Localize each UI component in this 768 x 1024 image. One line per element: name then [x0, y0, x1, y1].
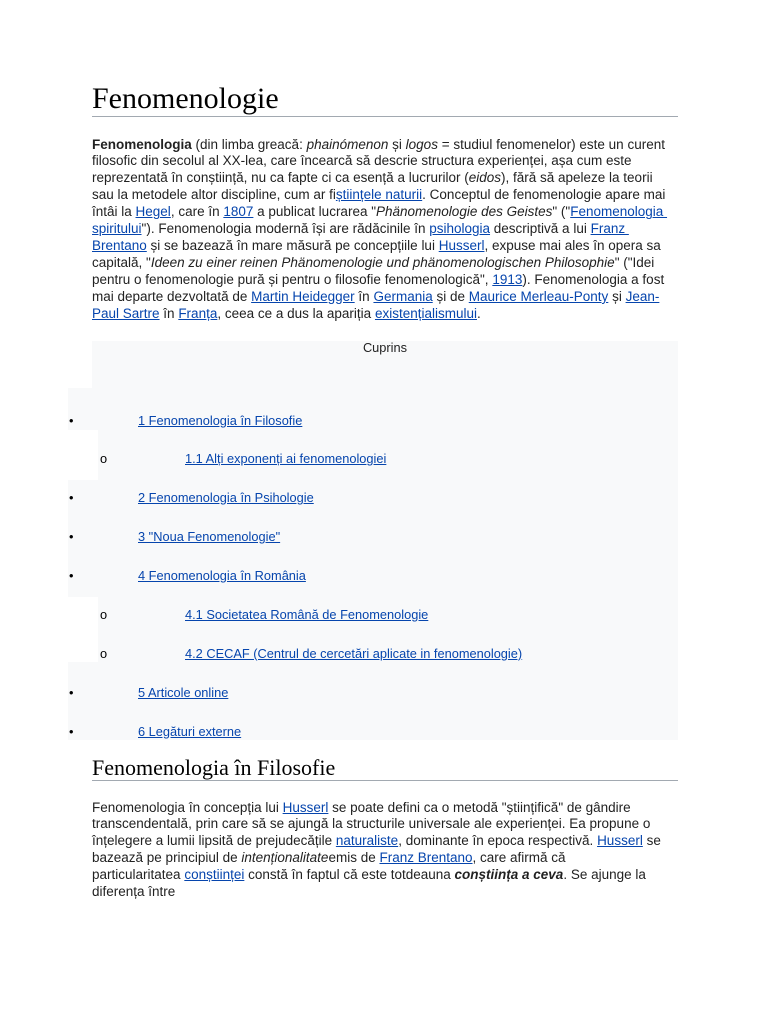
link-maurice-merleau-ponty[interactable]: Maurice Merleau-Ponty — [468, 288, 609, 304]
link-jean[interactable]: Jean- — [625, 288, 660, 304]
link-husserl[interactable]: Husserl — [282, 799, 329, 815]
text-run: . Conceptul de fenomenologie apare mai — [422, 187, 666, 203]
link-constiintei[interactable]: conștiinței — [184, 867, 245, 883]
link-existentialismului[interactable]: existențialismului — [374, 305, 477, 321]
toc-item-1 — [0, 402, 700, 441]
text-line — [92, 221, 692, 238]
text-run: în — [159, 305, 179, 321]
toc-item-4 — [0, 557, 700, 596]
link-fenomenologia[interactable]: Fenomenologia — [570, 204, 668, 220]
circle-bullet-icon: o — [100, 451, 108, 467]
text-run: particularitatea — [92, 867, 185, 883]
toc-item-4-1 — [0, 596, 700, 635]
text-line — [92, 800, 692, 817]
text-run: diferența între — [92, 884, 176, 900]
text-run: . — [477, 305, 481, 321]
bullet-icon: • — [69, 490, 74, 506]
toc-list — [0, 402, 700, 752]
text-run: = studiul fenomenelor) este un curent — [437, 136, 665, 152]
emphasis-text: logos — [405, 136, 438, 152]
link-1807[interactable]: 1807 — [223, 204, 254, 220]
bullet-icon: • — [69, 529, 74, 545]
intro-paragraph — [92, 137, 692, 323]
text-run: , dominante în epoca respectivă. — [398, 833, 598, 849]
text-run: , ceea ce a dus la apariția — [217, 305, 375, 321]
link-husserl[interactable]: Husserl — [438, 238, 485, 254]
text-run: pentru o fenomenologie pură și pentru o filosofie fenomenologică", — [92, 272, 493, 287]
text-run: în — [354, 288, 374, 304]
text-line — [92, 867, 692, 884]
text-run: și se bazează în mare măsură pe concepțiile lui — [146, 238, 439, 254]
text-run: " ("Idei — [614, 255, 655, 271]
toc-link-legaturi-externe[interactable]: 6 Legături externe — [138, 723, 242, 739]
text-run: . Se ajunge la — [563, 867, 646, 883]
text-run: ). Fenomenologia a fost — [522, 272, 665, 287]
text-run: emis de — [328, 850, 380, 866]
bullet-icon: • — [69, 684, 74, 700]
link-hegel[interactable]: Hegel — [135, 204, 171, 220]
text-line — [92, 816, 692, 833]
text-run: capitală, " — [92, 255, 151, 271]
text-run: filosofic din secolul al XX-lea, care încearcă să descrie structura experienței, așa cum este — [92, 153, 632, 169]
text-run: "). Fenomenologia modernă își are rădăcinile în — [141, 221, 430, 237]
text-line — [92, 170, 692, 187]
link-franz-brentano[interactable]: Franz Brentano — [379, 850, 473, 866]
text-run: ), fără să apeleze la teorii — [500, 170, 653, 186]
toc-link-fenomenologia-in-psihologie[interactable]: 2 Fenomenologia în Psihologie — [138, 490, 314, 506]
text-line — [92, 153, 692, 170]
text-run: sau la metodele altor discipline, cum ar fi — [92, 187, 336, 203]
emphasis-text: intenționalitate — [241, 850, 329, 866]
text-run: se poate defini ca o metodă "științifică" de gândire — [328, 799, 631, 815]
text-run: , expuse mai ales în opera sa — [484, 238, 661, 254]
text-run: și de — [432, 288, 469, 304]
section-paragraph — [92, 800, 692, 902]
text-run: descriptivă a lui — [490, 221, 591, 237]
toc-link-cecaf[interactable]: 4.2 CECAF (Centrul de cercetări aplicate in fenomenologie) — [185, 645, 523, 661]
toc-link-articole-online[interactable]: 5 Articole online — [138, 684, 229, 700]
text-run: și — [608, 288, 626, 304]
text-line — [92, 272, 692, 289]
toc-link-societatea-romana[interactable]: 4.1 Societatea Română de Fenomenologie — [185, 606, 429, 622]
toc-link-fenomenologia-in-romania[interactable]: 4 Fenomenologia în România — [138, 568, 306, 583]
toc-item-2 — [0, 479, 700, 518]
link-psihologia[interactable]: psihologia — [429, 221, 491, 237]
text-run: , care în — [170, 204, 224, 220]
text-run: mai departe dezvoltată de — [92, 288, 252, 304]
text-run: înțelegere a lumii lipsită de prejudecățile — [92, 833, 336, 849]
text-run: bazează pe principiul de — [92, 850, 242, 866]
text-run: se — [642, 833, 661, 849]
text-line — [92, 204, 692, 221]
link-paul-sartre[interactable]: Paul Sartre — [92, 305, 160, 321]
toc-item-6 — [0, 713, 700, 752]
bullet-icon: • — [69, 412, 74, 428]
emphasis-text: Fenomenologia — [92, 136, 192, 152]
text-run: a publicat lucrarea " — [253, 204, 376, 220]
text-line — [92, 238, 692, 255]
emphasis-text: phainómenon — [306, 136, 389, 152]
bullet-icon: • — [69, 723, 74, 739]
page-title: Fenomenologie — [92, 82, 678, 117]
link-stiintele-naturii[interactable]: științele naturii — [335, 187, 423, 203]
link-naturaliste[interactable]: naturaliste — [335, 833, 399, 849]
bullet-icon: • — [69, 568, 74, 583]
text-line — [92, 255, 692, 272]
text-line — [92, 187, 692, 204]
link-germania[interactable]: Germania — [373, 288, 433, 304]
link-franta[interactable]: Franța — [178, 305, 218, 321]
emphasis-text: eidos — [468, 170, 501, 186]
text-run: întâi la — [92, 204, 136, 220]
text-run: Fenomenologia în concepția lui — [92, 799, 283, 815]
link-martin-heidegger[interactable]: Martin Heidegger — [251, 288, 355, 304]
toc-item-1-1 — [0, 440, 700, 479]
toc-item-3 — [0, 518, 700, 557]
toc-link-noua-fenomenologie[interactable]: 3 "Noua Fenomenologie" — [138, 529, 281, 545]
link-brentano[interactable]: Brentano — [92, 238, 147, 254]
text-line — [92, 289, 692, 306]
circle-bullet-icon: o — [100, 645, 108, 661]
toc-link-fenomenologia-in-filosofie[interactable]: 1 Fenomenologia în Filosofie — [138, 412, 303, 428]
text-run: și — [388, 136, 406, 152]
link-spiritului[interactable]: spiritului — [92, 221, 142, 237]
link-husserl[interactable]: Husserl — [597, 833, 643, 849]
emphasis-text: Ideen zu einer reinen Phänomenologie und phänomenologischen Philosophie — [150, 255, 615, 271]
text-line — [92, 137, 692, 154]
text-run: (din limba greacă: — [191, 136, 307, 152]
section-heading: Fenomenologia în Filosofie — [92, 755, 678, 781]
link-franz[interactable]: Franz — [590, 221, 629, 237]
emphasis-text: Phänomenologie des Geistes — [376, 204, 553, 220]
text-line — [92, 306, 692, 323]
text-run: reprezentată în conștiință, nu ca fapte ci ca esență a lucrurilor ( — [92, 170, 469, 186]
text-run: transcendentală, prin care să se ajungă la structurile universale ale experienței. Ea propune o — [92, 816, 651, 832]
text-line — [92, 884, 692, 901]
text-run: , care afirmă că — [472, 850, 566, 866]
text-run: constă în faptul că este totdeauna — [244, 867, 455, 883]
text-line — [92, 850, 692, 867]
toc-item-4-2 — [0, 635, 700, 674]
emphasis-text: conștiința a ceva — [454, 867, 564, 883]
circle-bullet-icon: o — [100, 606, 108, 622]
toc-item-5 — [0, 674, 700, 713]
toc-link-alti-exponenti[interactable]: 1.1 Alți exponenți ai fenomenologiei — [185, 451, 387, 467]
text-line — [92, 833, 692, 850]
link-1913[interactable]: 1913 — [492, 272, 523, 287]
text-run: " (" — [552, 204, 571, 220]
toc-title: Cuprins — [362, 340, 408, 355]
